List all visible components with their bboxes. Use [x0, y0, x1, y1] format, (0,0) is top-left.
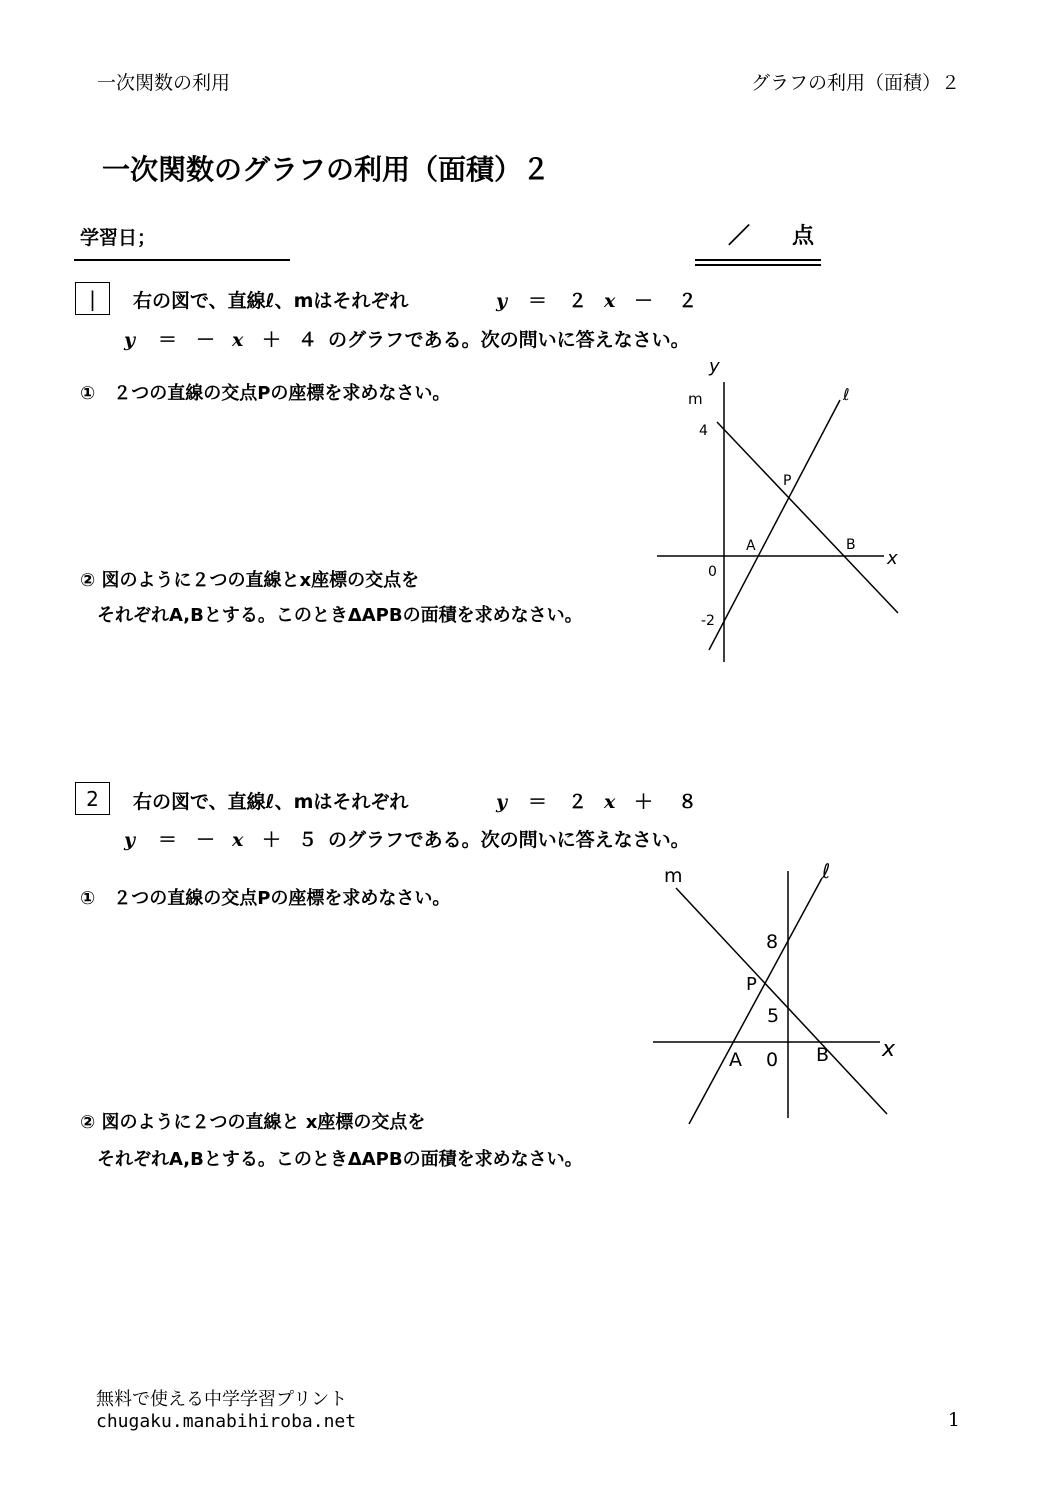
label-neg2: -2	[701, 613, 715, 629]
eq-term: x	[604, 791, 616, 813]
problem-statement: 右の図で、直線ℓ、mはそれぞれ	[133, 791, 409, 813]
label-l: ℓ	[843, 385, 850, 404]
label-x: x	[882, 1037, 896, 1062]
eq-term: ＋	[262, 329, 282, 351]
question-1: ① ２つの直線の交点Pの座標を求めなさい。	[80, 383, 451, 404]
score-slash: ／	[728, 224, 751, 249]
label-8: 8	[766, 931, 779, 953]
question-2-line2: それぞれA,Bとする。このときΔAPBの面積を求めなさい。	[97, 1149, 583, 1170]
page-title: 一次関数のグラフの利用（面積）２	[102, 153, 551, 186]
footer-url[interactable]: chugaku.manabihiroba.net	[96, 1411, 357, 1432]
label-A: A	[729, 1049, 742, 1071]
problem-number: |	[89, 286, 96, 311]
header-right: グラフの利用（面積）２	[750, 72, 960, 94]
eq-term: ５	[298, 829, 318, 851]
eq-term: x	[604, 290, 616, 312]
eq-term: ＝	[158, 329, 178, 351]
question-2-line1: ② 図のように２つの直線と x座標の交点を	[80, 1112, 426, 1133]
question-1: ① ２つの直線の交点Pの座標を求めなさい。	[80, 888, 451, 909]
label-l: ℓ	[822, 859, 831, 883]
eq-term: ８	[678, 791, 698, 813]
label-0: 0	[766, 1049, 779, 1071]
eq-term: －	[634, 290, 654, 312]
eq-term: ２	[678, 290, 698, 312]
label-P: P	[746, 974, 757, 995]
page-number: 1	[947, 1409, 960, 1431]
footer-site-name: 無料で使える中学学習プリント	[96, 1389, 348, 1410]
score-unit: 点	[792, 224, 815, 249]
label-m: m	[688, 390, 703, 408]
label-0: 0	[708, 564, 717, 580]
label-m: m	[664, 865, 683, 887]
eq-term: ２	[568, 290, 588, 312]
eq-suffix: のグラフである。次の問いに答えなさい。	[328, 329, 690, 351]
label-x: x	[887, 548, 898, 569]
study-date-label: 学習日；	[80, 227, 157, 249]
label-4: 4	[699, 423, 708, 439]
label-B: B	[846, 537, 856, 553]
line-l	[689, 878, 822, 1124]
header-left: 一次関数の利用	[97, 72, 231, 94]
problem-statement: 右の図で、直線ℓ、mはそれぞれ	[133, 290, 409, 312]
label-5: 5	[767, 1005, 780, 1027]
eq-term: ２	[568, 791, 588, 813]
eq-term: ＋	[634, 791, 654, 813]
eq-term: ＝	[528, 791, 548, 813]
eq-term: ＝	[528, 290, 548, 312]
label-y: y	[709, 356, 720, 377]
eq-term: x	[232, 329, 244, 351]
eq-suffix: のグラフである。次の問いに答えなさい。	[328, 829, 690, 851]
eq-term: ＝	[158, 829, 178, 851]
eq-term: y	[496, 791, 508, 813]
line-m	[676, 888, 887, 1114]
label-P: P	[783, 473, 792, 489]
eq-term: －	[196, 829, 216, 851]
label-A: A	[746, 538, 756, 554]
eq-term: －	[196, 329, 216, 351]
eq-term: y	[124, 329, 136, 351]
eq-term: ＋	[262, 829, 282, 851]
question-2-line2: それぞれA,Bとする。このときΔAPBの面積を求めなさい。	[97, 605, 583, 626]
eq-term: ４	[298, 329, 318, 351]
eq-term: x	[232, 829, 244, 851]
question-2-line1: ② 図のように２つの直線とx座標の交点を	[80, 570, 420, 591]
eq-term: y	[124, 829, 136, 851]
label-B: B	[816, 1044, 830, 1066]
eq-term: y	[496, 290, 508, 312]
problem-number: 2	[86, 786, 99, 811]
